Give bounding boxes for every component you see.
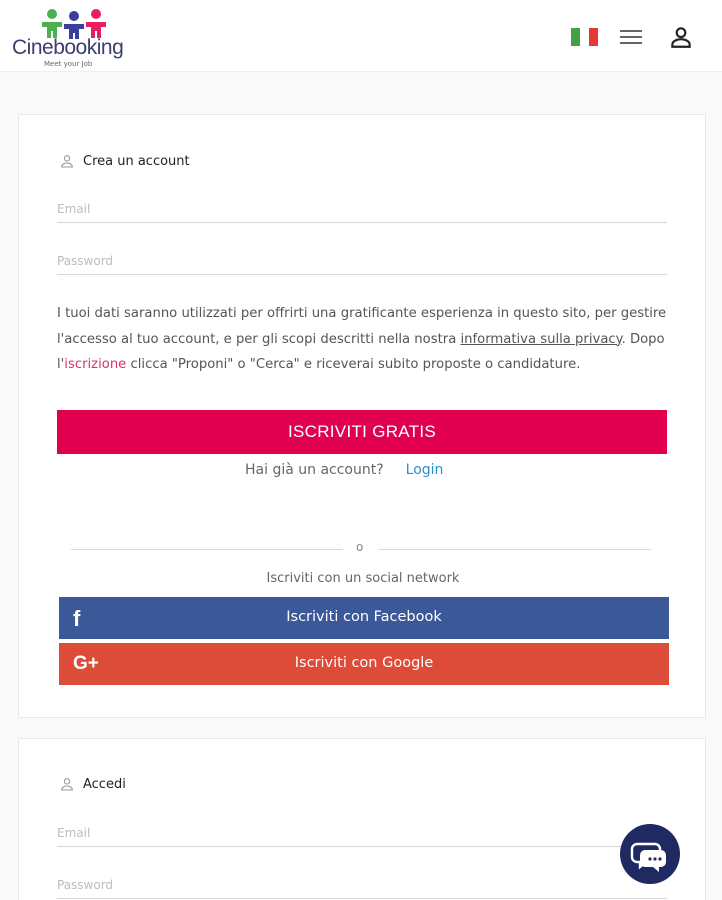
signup-free-button[interactable]: ISCRIVITI GRATIS	[57, 410, 667, 454]
or-text: o	[356, 540, 364, 554]
facebook-icon: f	[73, 606, 81, 631]
login-card	[18, 738, 706, 900]
user-outline-icon	[59, 153, 75, 169]
register-password-input[interactable]	[57, 247, 667, 275]
cinebooking-logo[interactable]	[12, 8, 128, 66]
social-signup-label: Iscriviti con un social network	[266, 571, 460, 586]
login-email-input[interactable]	[57, 819, 667, 847]
privacy-text-3: clicca "Proponi" o "Cerca" e riceverai subito proposte o candidature.	[126, 357, 581, 372]
italian-flag-icon[interactable]	[571, 28, 598, 46]
user-icon[interactable]	[668, 24, 694, 50]
privacy-signup-word: iscrizione	[64, 357, 127, 372]
register-title-text: Crea un account	[83, 153, 190, 169]
register-card	[18, 114, 706, 718]
facebook-signup-button[interactable]	[59, 597, 669, 639]
logo-tagline: Meet your Job	[44, 60, 93, 68]
login-title-text: Accedi	[83, 776, 126, 792]
chat-bubble-icon[interactable]	[620, 824, 680, 884]
privacy-notice	[57, 301, 667, 378]
privacy-text-2: . Dopo l'	[57, 331, 665, 372]
have-account-row	[245, 462, 443, 478]
logo-text: Cinebooking	[12, 36, 124, 59]
chat-glyph	[620, 824, 680, 884]
or-divider	[71, 540, 651, 554]
hamburger-menu-icon[interactable]	[620, 28, 642, 46]
register-title	[59, 153, 190, 169]
have-account-text: Hai già un account?	[245, 462, 384, 478]
privacy-text-1: I tuoi dati saranno utilizzati per offrirti una gratificante esperienza in questo sito, per gestire l'accesso al tuo account, e per gli scopi descritti nella nostra	[57, 306, 667, 347]
facebook-signup-label: Iscriviti con Facebook	[286, 609, 442, 625]
login-title	[59, 776, 126, 792]
privacy-policy-link[interactable]: informativa sulla privacy	[460, 331, 622, 347]
google-signup-label: Iscriviti con Google	[294, 655, 434, 671]
user-outline-icon	[59, 776, 75, 792]
google-plus-icon: G+	[73, 653, 99, 674]
google-signup-button[interactable]	[59, 643, 669, 685]
register-email-input[interactable]	[57, 195, 667, 223]
login-link[interactable]: Login	[405, 462, 444, 478]
login-password-input[interactable]	[57, 871, 667, 899]
site-header	[0, 0, 722, 72]
